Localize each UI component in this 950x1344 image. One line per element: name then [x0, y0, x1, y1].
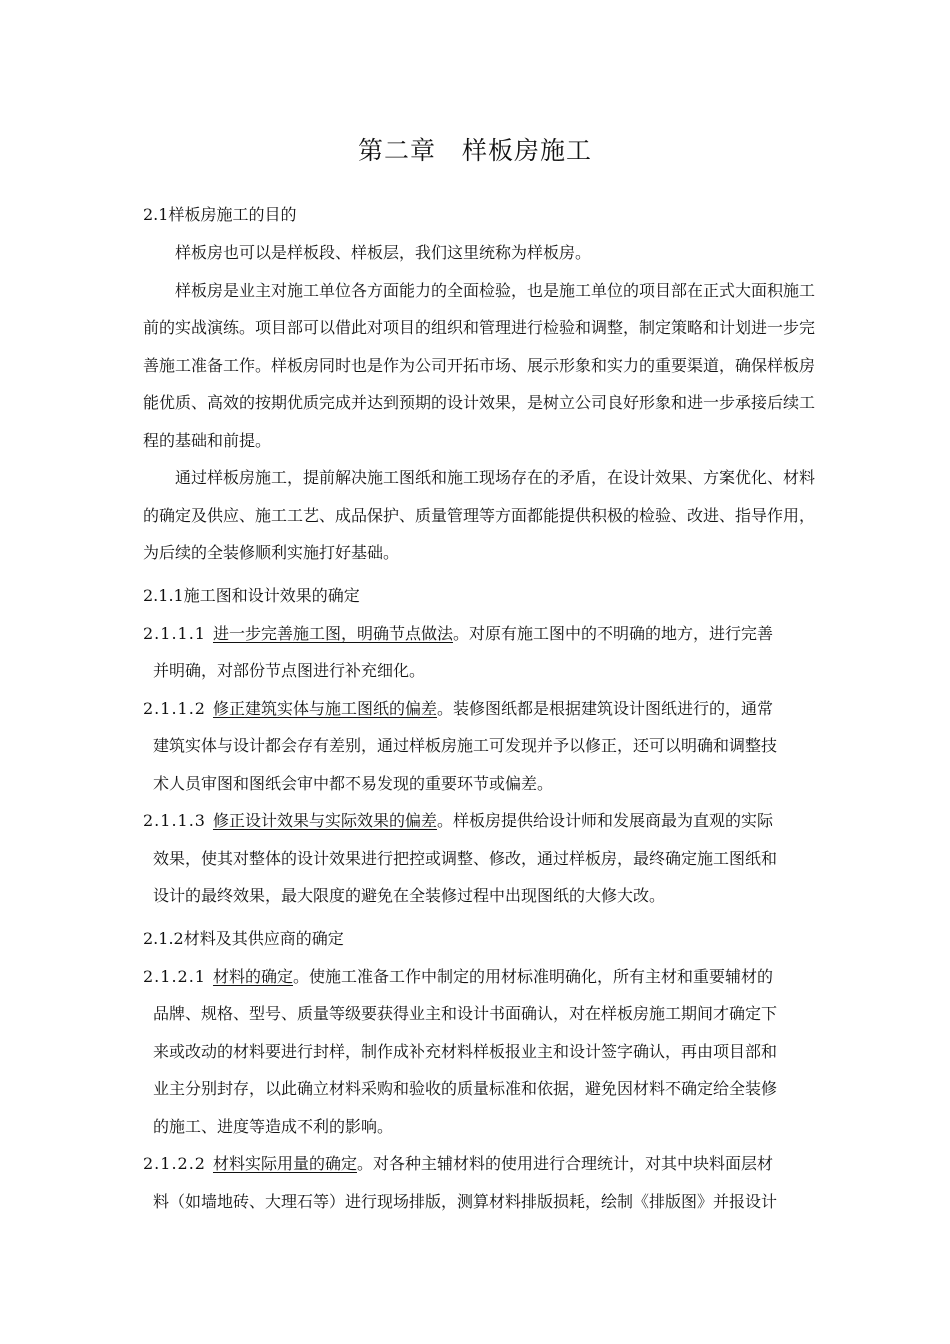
item-title-underlined: 修正设计效果与实际效果的偏差: [212, 811, 437, 830]
section-heading-2-1-2: 2.1.2材料及其供应商的确定: [143, 928, 344, 948]
item-continuation-line: 的施工、进度等造成不利的影响。: [153, 1116, 394, 1136]
item-number: 2.1.2.1: [143, 966, 206, 986]
paragraph-sample-room-purpose: 样板房是业主对施工单位各方面能力的全面检验，也是施工单位的项目部在正式大面积施工前的实战演练。项目部可以借此对项目的组织和管理进行检验和调整，制定策略和计划进一步完善施工准备工作。样板房同时也是作为公司开拓市场、展示形象和实力的重要渠道，确保样板房能优质、高效的按期优质完成并达到预期的设计效果，是树立公司良好形象和进一步承接后续工程的基础和前提。: [143, 280, 816, 450]
item-text: 。样板房提供给设计师和发展商最为直观的实际: [437, 811, 774, 830]
item-continuation-line: 建筑实体与设计都会存有差别，通过样板房施工可发现并予以修正，还可以明确和调整技: [153, 736, 778, 755]
item-title-underlined: 材料实际用量的确定: [212, 1154, 357, 1173]
item-text: 。装修图纸都是根据建筑设计图纸进行的，通常: [437, 698, 774, 718]
item-number: 2.1.1.3: [143, 811, 206, 830]
paragraph-sample-room-definition: 样板房也可以是样板段、样板层，我们这里统称为样板房。: [175, 243, 592, 262]
numbered-item-2-1-1-1: [143, 615, 815, 653]
item-title-underlined: 材料的确定: [212, 966, 293, 986]
document-body: [143, 200, 815, 1220]
numbered-item-2-1-1-2: [143, 690, 815, 728]
item-text: 。使施工准备工作中制定的用材标准明确化，所有主材和重要辅材的: [293, 966, 774, 986]
section-heading-2-1: 2.1样板房施工的目的: [143, 205, 297, 224]
chapter-title: 第二章 样板房施工: [357, 136, 592, 165]
item-title-underlined: 修正建筑实体与施工图纸的偏差: [212, 698, 437, 718]
item-continuation-line: 并明确，对部份节点图进行补充细化。: [153, 661, 426, 680]
item-continuation-line: 效果，使其对整体的设计效果进行把控或调整、修改，通过样板房，最终确定施工图纸和: [153, 848, 778, 868]
item-continuation-line: 业主分别封存，以此确立材料采购和验收的质量标准和依据，避免因材料不确定给全装修: [153, 1079, 778, 1098]
numbered-item-2-1-2-2: [143, 1145, 815, 1183]
item-continuation-line: 来或改动的材料要进行封样，制作成补充材料样板报业主和设计签字确认，再由项目部和: [153, 1041, 778, 1061]
paragraph-sample-room-benefits: 通过样板房施工，提前解决施工图纸和施工现场存在的矛盾，在设计效果、方案优化、材料的确定及供应、施工工艺、成品保护、质量管理等方面都能提供积极的检验、改进、指导作用，为后续的全装修顺利实施打好基础。: [143, 468, 816, 562]
item-number: 2.1.1.1: [143, 623, 206, 643]
item-text: 。对各种主辅材料的使用进行合理统计，对其中块料面层材: [357, 1154, 774, 1173]
item-continuation-line: 术人员审图和图纸会审中都不易发现的重要环节或偏差。: [153, 773, 554, 793]
item-number: 2.1.1.2: [143, 698, 206, 718]
item-continuation-line: 设计的最终效果，最大限度的避免在全装修过程中出现图纸的大修大改。: [153, 886, 666, 905]
item-text: 。对原有施工图中的不明确的地方，进行完善: [453, 623, 774, 643]
numbered-item-2-1-1-3: [143, 802, 815, 840]
item-number: 2.1.2.2: [143, 1154, 206, 1173]
numbered-item-2-1-2-1: [143, 958, 815, 996]
item-title-underlined: 进一步完善施工图，明确节点做法: [212, 623, 453, 643]
item-continuation-line: 品牌、规格、型号、质量等级要获得业主和设计书面确认，对在样板房施工期间才确定下: [153, 1004, 778, 1023]
section-heading-2-1-1: 2.1.1施工图和设计效果的确定: [143, 585, 360, 605]
item-continuation-line: 料（如墙地砖、大理石等）进行现场排版，测算材料排版损耗，绘制《排版图》并报设计: [153, 1191, 778, 1211]
